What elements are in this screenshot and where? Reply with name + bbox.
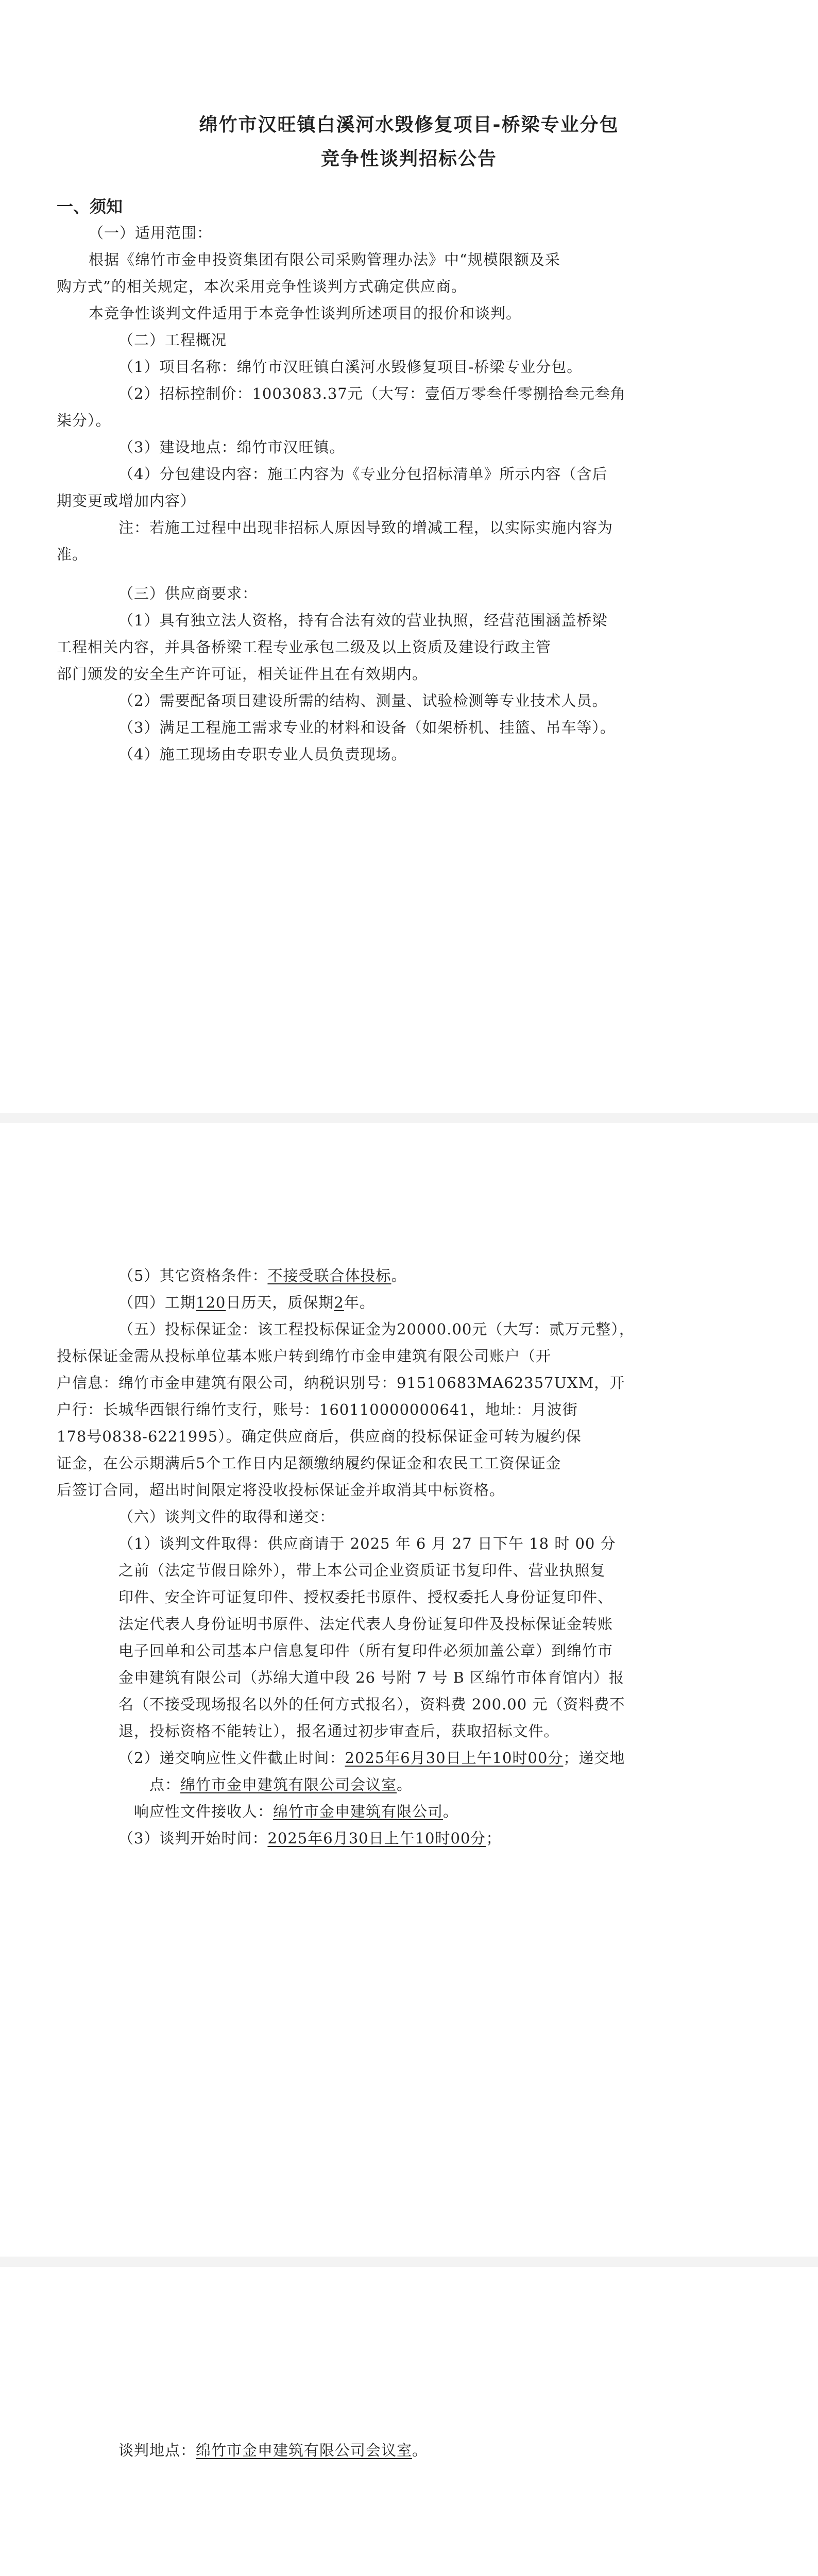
requirements-item-1c: 部门颁发的安全生产许可证，相关证件且在有效期内。 — [57, 665, 428, 683]
docs-item-1d: 法定代表人身份证明书原件、法定代表人身份证复印件及投标保证金转账 — [118, 1615, 614, 1633]
page-1-content — [57, 108, 761, 768]
scope-para-1a: 根据《绵竹市金申投资集团有限公司采购管理办法》中“规模限额及采 — [89, 251, 560, 268]
requirements-heading: （三）供应商要求： — [118, 585, 258, 602]
docs-item-2: （2）递交响应性文件截止时间：2025年6月30日上午10时00分；递交地 — [118, 1749, 625, 1767]
document-title-line-1: 绵竹市汉旺镇白溪河水毁修复项目-桥梁专业分包 — [199, 114, 619, 135]
overview-note-b: 准。 — [57, 546, 88, 563]
page-separator — [0, 1113, 818, 1123]
negotiation-venue: 谈判地点：绵竹市金申建筑有限公司会议室。 — [118, 2442, 428, 2459]
docs-item-1f: 金申建筑有限公司（苏绵大道中段 26 号附 7 号 B 区绵竹市体育馆内）报 — [118, 1669, 624, 1686]
submission-place: 绵竹市金申建筑有限公司会议室 — [180, 1776, 397, 1793]
document-page-3 — [0, 2267, 818, 2576]
requirements-item-5-value: 不接受联合体投标 — [267, 1267, 391, 1284]
overview-item-1: （1）项目名称：绵竹市汉旺镇白溪河水毁修复项目-桥梁专业分包。 — [118, 358, 583, 376]
overview-item-2a: （2）招标控制价：1003083.37元（大写：壹佰万零叁仟零捌拾叁元叁角 — [118, 385, 626, 402]
overview-heading: （二）工程概况 — [118, 331, 227, 349]
document-title-line-2: 竞争性谈判招标公告 — [320, 148, 497, 170]
deposit-line-4: 户行：长城华西银行绵竹支行，账号：160110000000641，地址：月波街 — [57, 1401, 578, 1418]
receiver-company: 绵竹市金申建筑有限公司 — [273, 1803, 444, 1820]
document-page-1 — [0, 0, 818, 1113]
page-2-content — [57, 1262, 761, 1852]
duration-days: 120 — [196, 1294, 226, 1311]
docs-item-2-place: 点：绵竹市金申建筑有限公司会议室。 — [149, 1776, 413, 1793]
docs-item-1e: 电子回单和公司基本户信息复印件（所有复印件必须加盖公章）到绵竹市 — [118, 1642, 614, 1659]
docs-item-3: （3）谈判开始时间：2025年6月30日上午10时00分； — [118, 1829, 502, 1847]
scope-para-2: 本竞争性谈判文件适用于本竞争性谈判所述项目的报价和谈判。 — [89, 304, 522, 322]
deposit-line-1: （五）投标保证金：该工程投标保证金为20000.00元（大写：贰万元整）， — [118, 1320, 635, 1338]
duration-line: （四）工期120日历天，质保期2年。 — [118, 1294, 375, 1311]
overview-item-4b: 期变更或增加内容） — [57, 492, 196, 510]
docs-receiver: 响应性文件接收人：绵竹市金申建筑有限公司。 — [134, 1803, 459, 1820]
requirements-item-4: （4）施工现场由专职专业人员负责现场。 — [118, 745, 407, 763]
docs-item-1a: （1）谈判文件取得：供应商请于 2025 年 6 月 27 日下午 18 时 00 分 — [118, 1535, 616, 1552]
page-3-content — [57, 2437, 761, 2464]
submission-deadline: 2025年6月30日上午10时00分 — [345, 1749, 564, 1767]
negotiation-venue-value: 绵竹市金申建筑有限公司会议室 — [196, 2442, 413, 2459]
deposit-line-5: 178号0838-6221995）。确定供应商后，供应商的投标保证金可转为履约保 — [57, 1428, 582, 1445]
document-page-2 — [0, 1123, 818, 2257]
docs-item-1h: 退，投标资格不能转让），报名通过初步审查后，获取招标文件。 — [118, 1722, 559, 1740]
requirements-item-1a: （1）具有独立法人资格，持有合法有效的营业执照，经营范围涵盖桥梁 — [118, 612, 608, 629]
requirements-item-3: （3）满足工程施工需求专业的材料和设备（如架桥机、挂篮、吊车等）。 — [118, 719, 616, 736]
overview-item-2b: 柒分）。 — [57, 412, 111, 429]
deposit-line-3: 户信息：绵竹市金申建筑有限公司，纳税识别号：91510683MA62357UXM，开 — [57, 1374, 625, 1392]
docs-item-1g: 名（不接受现场报名以外的任何方式报名），资料费 200.00 元（资料费不 — [118, 1696, 625, 1713]
scope-para-1b: 购方式”的相关规定，本次采用竞争性谈判方式确定供应商。 — [57, 278, 467, 295]
docs-item-1b: 之前（法定节假日除外），带上本公司企业资质证书复印件、营业执照复 — [118, 1562, 606, 1579]
requirements-item-1b: 工程相关内容，并具备桥梁工程专业承包二级及以上资质及建设行政主管 — [57, 638, 552, 656]
requirements-item-5: （5）其它资格条件：不接受联合体投标。 — [118, 1267, 407, 1284]
warranty-years: 2 — [334, 1294, 344, 1311]
overview-item-4a: （4）分包建设内容：施工内容为《专业分包招标清单》所示内容（含后 — [118, 465, 608, 483]
page-separator — [0, 2257, 818, 2267]
deposit-line-7: 后签订合同，超出时间限定将没收投标保证金并取消其中标资格。 — [57, 1481, 505, 1499]
overview-item-3: （3）建设地点：绵竹市汉旺镇。 — [118, 438, 345, 456]
overview-note-a: 注：若施工过程中出现非招标人原因导致的增减工程，以实际实施内容为 — [118, 519, 614, 536]
section-heading-notice: 一、须知 — [57, 197, 123, 216]
negotiation-start-time: 2025年6月30日上午10时00分 — [267, 1829, 486, 1847]
requirements-item-2: （2）需要配备项目建设所需的结构、测量、试验检测等专业技术人员。 — [118, 692, 608, 709]
docs-item-1c: 印件、安全许可证复印件、授权委托书原件、授权委托人身份证复印件、 — [118, 1588, 614, 1606]
docs-heading: （六）谈判文件的取得和递交： — [118, 1508, 335, 1526]
scope-heading: （一）适用范围： — [89, 224, 213, 242]
deposit-line-2: 投标保证金需从投标单位基本账户转到绵竹市金申建筑有限公司账户（开 — [57, 1347, 552, 1365]
deposit-line-6: 证金，在公示期满后5个工作日内足额缴纳履约保证金和农民工工资保证金 — [57, 1454, 561, 1472]
